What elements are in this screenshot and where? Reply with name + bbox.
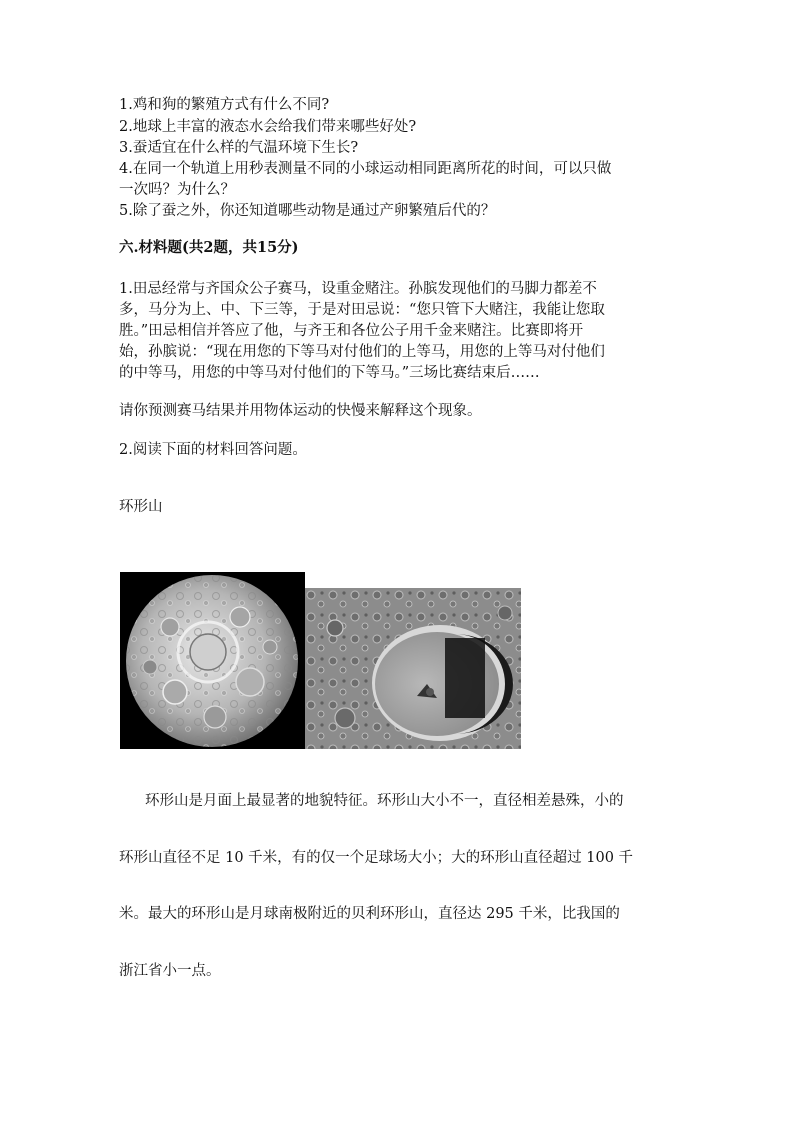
material1-line: 胜。”田忌相信并答应了他，与齐王和各位公子用千金来赌注。比赛即将开 (119, 323, 584, 339)
moon-photo (120, 572, 305, 749)
question-4-continued: 一次吗？为什么？ (119, 182, 235, 198)
question-5: 5.除了蚕之外，你还知道哪些动物是通过产卵繁殖后代的？ (119, 203, 496, 219)
reading-line: 浙江省小一点。 (119, 963, 221, 979)
material1-line: 多，马分为上、中、下三等，于是对田忌说：“您只管下大赌注，我能让您取 (119, 302, 605, 318)
material1-line: 1.田忌经常与齐国众公子赛马，设重金赌注。孙膑发现他们的马脚力都差不 (119, 281, 597, 297)
material1-line: 始，孙膑说：“现在用您的下等马对付他们的上等马，用您的上等马对付他们 (119, 344, 605, 360)
question-1: 1.鸡和狗的繁殖方式有什么不同? (119, 97, 330, 113)
material1-line: 的中等马，用您的中等马对付他们的下等马。”三场比赛结束后…… (119, 365, 540, 381)
section-heading: 六.材料题(共2题，共15分) (119, 239, 299, 256)
reading-line: 米。最大的环形山是月球南极附近的贝利环形山，直径达 295 千米，比我国的 (119, 906, 620, 922)
reading-line: 环形山是月面上最显著的地貌特征。环形山大小不一，直径相差悬殊，小的 (145, 793, 624, 809)
reading-line: 环形山直径不足 10 千米，有的仅一个足球场大小；大的环形山直径超过 100 千 (119, 850, 634, 866)
reading-title: 环形山 (119, 499, 163, 515)
material2-intro: 2.阅读下面的材料回答问题。 (119, 442, 307, 458)
question-2: 2.地球上丰富的液态水会给我们带来哪些好处? (119, 119, 417, 135)
question-4: 4.在同一个轨道上用秒表测量不同的小球运动相同距离所花的时间，可以只做 (119, 161, 612, 177)
question-3: 3.蚕适宜在什么样的气温环境下生长? (119, 140, 359, 156)
material1-question: 请你预测赛马结果并用物体运动的快慢来解释这个现象。 (119, 403, 482, 419)
crater-photo (305, 588, 521, 749)
